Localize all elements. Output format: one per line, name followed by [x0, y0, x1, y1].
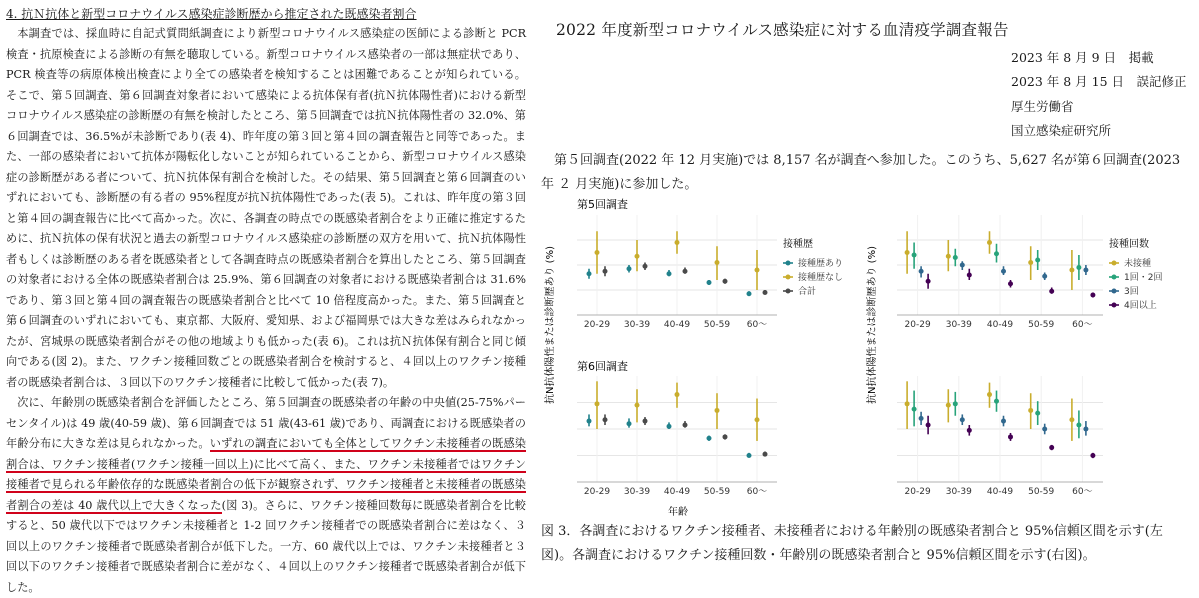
x-tick-label: 30-39 [945, 487, 972, 497]
data-point [715, 260, 720, 265]
legend-label: 接種歴なし [798, 273, 844, 283]
paragraph-2 [6, 393, 526, 598]
data-point [994, 251, 999, 256]
panel-title-6: 第6回調査 [577, 360, 628, 373]
report-title: 2022 年度新型コロナウイルス感染症に対する血清疫学調査報告 [556, 21, 1009, 39]
paragraph-1: 本調査では、採血時に自記式質問紙調査により新型コロナウイルス感染症の医師による診断と PCR 検査・抗原検査による診断の有無を聴取している。新型コロナウイルス感染者の一部は無症状であり、PCR 検査等の病原体検出検査により全ての感染者を検知することは困難であることが知られている。そこで、第５回調査、第６回調査対象者において感染による抗体保有者(抗Ｎ抗体陽性者)における新型コロナウイルス感染症の診断歴の有無を検討したところ、第５回調査では抗Ｎ抗体陽性者の 32.0%、第６回調査では、36.5%が未診断であり(表 4)、昨年度の第３回と第４回の調査報告と同等であった。また、一部の感染者において抗体が陽転化しないことが知られていることから、新型コロナウイルス感染症の診断歴がある者について、抗Ｎ抗体保有割合を検討した。その結果、第５回調査と第６回調査のいずれにおいても、診断歴の有る者の 95%程度が抗Ｎ抗体陽性であった(表 5)。これは、昨年度の第３回と第４回の調査報告に比べて高かった。次に、各調査の時点での既感染者割合をより正確に推定するために、抗Ｎ抗体の保有状況と過去の新型コロナウイルス感染症の診断歴の双方を用いて、抗Ｎ抗体陽性者もしくは診断歴のある者を既感染者として各調査時点の既感染者割合を算出したところ、第５回調査の対象者における全体の既感染者割合は 25.9%、第６回調査の対象者における既感染者割合は 31.6%であり、第３回と第４回の調査報告の既感染者割合と比べて 10 倍程度高かった。また、第５回調査と第６回調査のいずれにおいても、東京都、大阪府、愛知県、および福岡県では大きな差はみられなかったが、宮城県の既感染者割合がその他の地域よりも低かった(表 6)。これは抗Ｎ抗体保有割合と同じ傾向である(図 2)。また、ワクチン接種回数ごとの既感染者割合を検討すると、４回以上のワクチン接種者の既感染者割合は、３回以下のワクチン接種者に比較して低かった(表 7)。 [6, 27, 526, 389]
data-point [967, 428, 972, 433]
data-point [707, 436, 712, 441]
data-point [919, 416, 924, 421]
data-point [1035, 411, 1040, 416]
x-tick-label: 50-59 [1028, 320, 1055, 330]
section-heading: 4. 抗Ｎ抗体と新型コロナウイルス感染症診断歴から推定された既感染者割合 [6, 7, 417, 21]
x-tick-label: 50-59 [1028, 487, 1055, 497]
data-point [967, 273, 972, 278]
legend-title: 接種歴 [783, 239, 813, 250]
data-point [667, 271, 672, 276]
data-point [1042, 274, 1047, 279]
x-tick-label: 40-49 [986, 320, 1014, 330]
data-point [627, 421, 632, 426]
legend-marker [1112, 303, 1117, 308]
x-tick-label: 20-29 [904, 320, 931, 330]
data-point [683, 423, 688, 428]
x-tick-label: 40-49 [986, 487, 1014, 497]
data-point [595, 401, 600, 406]
y-axis-label-left: 抗N抗体陽性または診断歴あり (%) [545, 246, 556, 404]
data-point [1090, 453, 1095, 458]
legend-marker [786, 289, 791, 294]
publish-date: 2023 年 8 月 9 日 掲載 [1011, 50, 1154, 65]
data-point [755, 268, 760, 273]
data-point [919, 269, 924, 274]
data-point [953, 255, 958, 260]
data-point [643, 264, 648, 269]
data-point [723, 279, 728, 284]
data-point [926, 279, 931, 284]
data-point [994, 399, 999, 404]
data-point [755, 417, 760, 422]
data-point [987, 240, 992, 245]
data-point [1001, 269, 1006, 274]
data-point [1049, 445, 1054, 450]
x-tick-label: 30-39 [623, 320, 651, 330]
plot-round5-by-dose [897, 215, 1103, 330]
x-tick-label: 40-49 [663, 487, 691, 497]
data-point [960, 417, 965, 422]
x-tick-label: 60～ [1072, 487, 1093, 497]
data-point [912, 407, 917, 412]
x-tick-label: 60～ [1072, 320, 1093, 330]
x-tick-label: 20-29 [583, 320, 611, 330]
intro-paragraph: 第５回調査(2022 年 12 月実施)では 8,157 名が調査へ参加した。このうち、5,627 名が第６回調査(2023 年 ２ 月実施)に参加した。 [541, 153, 1181, 192]
data-point [1028, 260, 1033, 265]
data-point [763, 452, 768, 457]
data-point [715, 408, 720, 413]
highlighted-text: いずれの調査においても全体としてワクチン未接種者の既感染割合は、ワクチン接種者(ワクチン接種一回以上)に比べて高く、また、ワクチン未接種者ではワクチン接種者で見られる年齢依存的な既感染者割合の低下が観察されず、ワクチン接種者と未接種者の既感染者割合の差は 40 歳代以上で大きくなった [6, 437, 526, 512]
data-point [587, 419, 592, 424]
legend-marker [1112, 289, 1117, 294]
data-point [1035, 258, 1040, 263]
legend-marker [786, 275, 791, 280]
data-point [1028, 408, 1033, 413]
legend-label: 未接種 [1124, 259, 1152, 269]
x-tick-label: 20-29 [583, 487, 611, 497]
data-point [603, 269, 608, 274]
figure-caption: 図 3．各調査におけるワクチン接種者、未接種者における年齢別の既感染者割合と 95%信頼区間を示す(左図)。各調査におけるワクチン接種回数・年齢別の既感染者割合と 95%信頼区間を示す(右図)。 [541, 524, 1163, 563]
data-point [667, 424, 672, 429]
data-point [1008, 281, 1013, 286]
data-point [683, 269, 688, 274]
data-point [747, 453, 752, 458]
data-point [635, 403, 640, 408]
data-point [1008, 434, 1013, 439]
data-point [1069, 417, 1074, 422]
legend-marker [786, 261, 791, 266]
plot-round5-by-vaccination [577, 215, 777, 330]
data-point [643, 419, 648, 424]
x-tick-label: 30-39 [623, 487, 651, 497]
data-point [1076, 423, 1081, 428]
legend-label: 1回・2回 [1124, 273, 1163, 283]
data-point [707, 280, 712, 285]
data-point [1076, 265, 1081, 270]
data-point [627, 266, 632, 271]
plot-round6-by-dose [897, 376, 1103, 497]
x-tick-label: 60～ [746, 320, 768, 330]
data-point [635, 254, 640, 259]
left-text-column [6, 6, 526, 598]
data-point [926, 423, 931, 428]
data-point [905, 250, 910, 255]
data-point [912, 253, 917, 258]
legend-label: 4回以上 [1124, 301, 1157, 311]
x-tick-label: 20-29 [904, 487, 931, 497]
x-tick-label: 40-49 [663, 320, 691, 330]
legend-title: 接種回数 [1109, 239, 1149, 250]
x-tick-label: 50-59 [703, 320, 731, 330]
data-point [1090, 293, 1095, 298]
legend-marker [1112, 275, 1117, 280]
data-point [603, 417, 608, 422]
data-point [675, 392, 680, 397]
paragraph-2-start: 次に、年齢別の既感染者割合を評価したところ、第５回調査の既感染者の年齢の中央値(25-75%パーセンタイル)は 49 歳(40-59 歳)、第６回調査では 51 歳(43-61 歳)であり、両調査における既感染者の年齢分布に大きな差は見られなかった。 [6, 396, 526, 450]
x-tick-label: 50-59 [703, 487, 731, 497]
data-point [675, 240, 680, 245]
y-axis-label-right: 抗N抗体陽性または診断歴あり (%) [867, 246, 878, 404]
data-point [946, 403, 951, 408]
plot-round6-by-vaccination [577, 376, 777, 497]
legend-marker [1112, 261, 1117, 266]
data-point [1069, 268, 1074, 273]
data-point [763, 290, 768, 295]
legend-dose-count [1109, 237, 1162, 311]
data-point [723, 434, 728, 439]
data-point [1083, 268, 1088, 273]
correction-date: 2023 年 8 月 15 日 誤記修正 [1011, 74, 1187, 89]
data-point [960, 263, 965, 268]
data-point [587, 271, 592, 276]
legend-label: 合計 [798, 287, 817, 297]
legend-vaccination [783, 237, 843, 297]
data-point [953, 401, 958, 406]
x-tick-label: 30-39 [945, 320, 972, 330]
data-point [1049, 289, 1054, 294]
data-point [1001, 419, 1006, 424]
x-tick-label: 60～ [746, 487, 768, 497]
paragraph-2-end: (図 3)。さらに、ワクチン接種回数毎に既感染者割合を比較すると、50 歳代以下ではワクチン未接種者と 1-2 回ワクチン接種者での既感染者割合に差はなく、３回以上のワクチン接種者で既感染者割合が低下した。一方、60 歳代以上では、ワクチン未接種者と３回以下のワクチン接種者で既感染者割合に差がなく、４回以上のワクチン接種者で既感染者割合が低下した。 [6, 498, 526, 594]
x-axis-label-left: 年齢 [668, 507, 688, 518]
data-point [1083, 427, 1088, 432]
data-point [946, 254, 951, 259]
data-point [987, 392, 992, 397]
data-point [747, 291, 752, 296]
ministry-name: 厚生労働省 [1011, 99, 1074, 114]
institute-name: 国立感染症研究所 [1011, 123, 1112, 138]
data-point [1042, 427, 1047, 432]
panel-title-5: 第5回調査 [577, 198, 628, 211]
figure-3 [541, 193, 1193, 520]
legend-label: 接種歴あり [798, 259, 844, 269]
data-point [905, 401, 910, 406]
legend-label: 3回 [1124, 287, 1139, 297]
data-point [595, 250, 600, 255]
